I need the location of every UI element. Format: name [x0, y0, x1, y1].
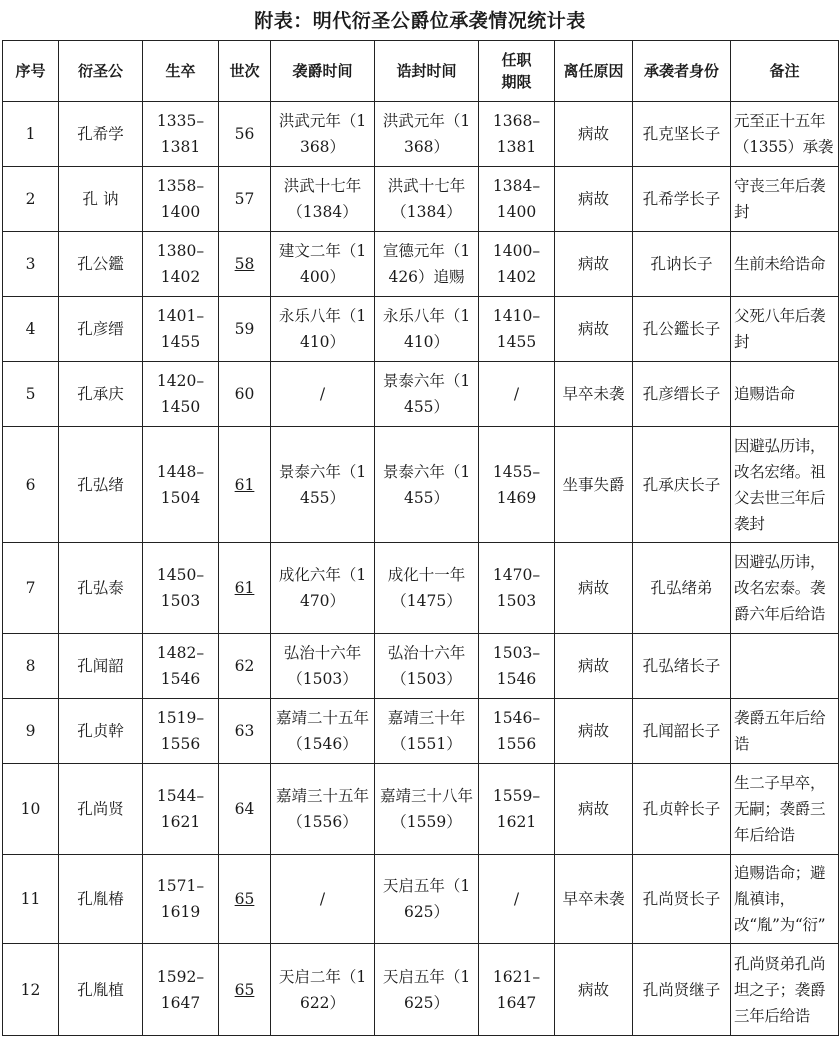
cell-gen: [219, 944, 271, 1036]
table-row: [3, 634, 839, 699]
cell-life: [143, 855, 219, 944]
cell-note: 追赐诰命: [731, 362, 839, 427]
header-name: 衍圣公: [59, 41, 143, 102]
cell-term-text: 1470–1503: [492, 566, 541, 610]
cell-term-text: 1410–1455: [492, 307, 541, 351]
cell-identity: 孔贞幹长子: [633, 764, 731, 855]
cell-decree-text: 天启五年（1625）: [382, 967, 471, 1012]
cell-name: 孔 讷: [59, 167, 143, 232]
cell-identity: 孔公鑑长子: [633, 297, 731, 362]
cell-reason: 早卒未袭: [555, 362, 633, 427]
cell-note: 袭爵五年后给诰: [731, 699, 839, 764]
cell-decree: [375, 855, 479, 944]
cell-decree-text: 宣德元年（1426）追赐: [382, 242, 471, 286]
cell-term-text: 1400–1402: [492, 242, 541, 286]
cell-identity: 孔承庆长子: [633, 427, 731, 543]
cell-life-text: 1420–1450: [156, 372, 205, 416]
cell-gen: [219, 543, 271, 634]
table-body: [3, 102, 839, 1036]
cell-gen: [219, 362, 271, 427]
cell-seq: 12: [3, 944, 59, 1036]
cell-decree-text: 景泰六年（1455）: [382, 372, 471, 416]
table-row: [3, 427, 839, 543]
cell-name: 孔希学: [59, 102, 143, 167]
generation-number: 60: [234, 385, 255, 403]
cell-life: [143, 944, 219, 1036]
cell-term: [479, 232, 555, 297]
cell-life-text: 1482–1546: [156, 644, 205, 688]
header-identity: 承袭者身份: [633, 41, 731, 102]
cell-decree-text: 弘治十六年（1503）: [387, 644, 466, 688]
cell-life: [143, 699, 219, 764]
generation-number: 58: [234, 255, 255, 273]
cell-identity: 孔弘绪弟: [633, 543, 731, 634]
cell-inherit: [271, 362, 375, 427]
cell-note: 父死八年后袭封: [731, 297, 839, 362]
table-row: [3, 764, 839, 855]
cell-life-text: 1592–1647: [156, 967, 205, 1012]
cell-term-text: 1546–1556: [492, 709, 541, 753]
cell-seq: 11: [3, 855, 59, 944]
generation-number: 61: [234, 475, 255, 494]
cell-reason: 病故: [555, 699, 633, 764]
cell-seq: 5: [3, 362, 59, 427]
cell-gen: [219, 232, 271, 297]
cell-identity: 孔讷长子: [633, 232, 731, 297]
cell-inherit-text: 洪武元年（1368）: [278, 112, 367, 156]
cell-name: 孔彦缙: [59, 297, 143, 362]
cell-seq: 8: [3, 634, 59, 699]
succession-table: [2, 40, 839, 1036]
cell-decree: [375, 764, 479, 855]
cell-life-text: 1335–1381: [156, 112, 205, 156]
cell-life: [143, 362, 219, 427]
cell-inherit-text: 永乐八年（1410）: [278, 307, 367, 351]
header-seq: 序号: [3, 41, 59, 102]
cell-name: 孔胤椿: [59, 855, 143, 944]
cell-name: 孔弘绪: [59, 427, 143, 543]
cell-seq: 3: [3, 232, 59, 297]
table-row: [3, 232, 839, 297]
cell-term: [479, 543, 555, 634]
cell-note: 孔尚贤弟孔尚坦之子；袭爵三年后给诰: [731, 944, 839, 1036]
cell-term-text: 1368–1381: [492, 112, 541, 156]
cell-inherit-text: 嘉靖三十五年（1556）: [275, 787, 369, 831]
cell-name: 孔胤植: [59, 944, 143, 1036]
cell-inherit: [271, 944, 375, 1036]
cell-life-text: 1358–1400: [156, 177, 205, 221]
cell-gen: [219, 297, 271, 362]
cell-decree: [375, 362, 479, 427]
cell-seq: 1: [3, 102, 59, 167]
cell-seq: 10: [3, 764, 59, 855]
header-inherit: 袭爵时间: [271, 41, 375, 102]
cell-inherit: [271, 232, 375, 297]
cell-decree: [375, 944, 479, 1036]
cell-reason: 病故: [555, 543, 633, 634]
cell-decree: [375, 167, 479, 232]
cell-life-text: 1380–1402: [156, 242, 205, 286]
cell-decree-text: 景泰六年（1455）: [382, 462, 471, 507]
cell-name: 孔承庆: [59, 362, 143, 427]
cell-decree-text: 永乐八年（1410）: [382, 307, 471, 351]
cell-life-text: 1448–1504: [156, 462, 205, 507]
cell-note: 因避弘历讳，改名宏绪。祖父去世三年后袭封: [731, 427, 839, 543]
cell-reason: 病故: [555, 297, 633, 362]
cell-inherit: [271, 699, 375, 764]
cell-name: 孔弘泰: [59, 543, 143, 634]
cell-identity: 孔尚贤继子: [633, 944, 731, 1036]
table-row: [3, 543, 839, 634]
cell-note: 因避弘历讳，改名宏泰。袭爵六年后给诰: [731, 543, 839, 634]
cell-term: [479, 634, 555, 699]
table-row: [3, 699, 839, 764]
cell-decree: [375, 634, 479, 699]
generation-number: 65: [234, 980, 255, 999]
table-row: [3, 362, 839, 427]
cell-decree-text: 成化十一年（1475）: [387, 566, 466, 610]
cell-term-text: /: [513, 890, 520, 908]
cell-gen: [219, 102, 271, 167]
generation-number: 57: [234, 190, 255, 208]
cell-term: [479, 102, 555, 167]
cell-seq: 9: [3, 699, 59, 764]
cell-note: 追赐诰命；避胤禛讳，改“胤”为“衍”: [731, 855, 839, 944]
cell-term-text: 1621–1647: [492, 967, 541, 1012]
cell-inherit-text: /: [319, 385, 326, 403]
table-title: 附表：明代衍圣公爵位承袭情况统计表: [254, 10, 586, 32]
cell-inherit-text: 成化六年（1470）: [278, 566, 367, 610]
cell-note: 生二子早卒，无嗣；袭爵三年后给诰: [731, 764, 839, 855]
header-term: [479, 41, 555, 102]
header-note: 备注: [731, 41, 839, 102]
cell-inherit-text: 景泰六年（1455）: [278, 462, 367, 507]
cell-term-text: 1384–1400: [492, 177, 541, 221]
cell-reason: 病故: [555, 167, 633, 232]
cell-term-text: 1455–1469: [492, 462, 541, 507]
cell-gen: [219, 634, 271, 699]
header-decree: 诰封时间: [375, 41, 479, 102]
header-term-text: 任职期限: [501, 51, 532, 91]
cell-note: 守丧三年后袭封: [731, 167, 839, 232]
cell-decree-text: 嘉靖三十八年（1559）: [379, 787, 473, 831]
cell-gen: [219, 764, 271, 855]
cell-life: [143, 167, 219, 232]
cell-inherit-text: 建文二年（1400）: [278, 242, 367, 286]
cell-gen: [219, 167, 271, 232]
cell-term-text: /: [513, 385, 520, 403]
cell-gen: [219, 427, 271, 543]
cell-term: [479, 297, 555, 362]
cell-decree-text: 洪武元年（1368）: [382, 112, 471, 156]
cell-term: [479, 699, 555, 764]
generation-number: 62: [234, 657, 255, 675]
table-row: [3, 297, 839, 362]
generation-number: 63: [234, 722, 255, 740]
cell-identity: 孔闻韶长子: [633, 699, 731, 764]
cell-inherit: [271, 855, 375, 944]
cell-reason: 病故: [555, 102, 633, 167]
cell-seq: 7: [3, 543, 59, 634]
header-reason: 离任原因: [555, 41, 633, 102]
cell-identity: 孔尚贤长子: [633, 855, 731, 944]
cell-life: [143, 764, 219, 855]
cell-term: [479, 944, 555, 1036]
generation-number: 65: [234, 890, 255, 908]
cell-inherit: [271, 102, 375, 167]
cell-reason: 坐事失爵: [555, 427, 633, 543]
cell-inherit-text: 嘉靖二十五年（1546）: [275, 709, 369, 753]
table-row: [3, 944, 839, 1036]
cell-term: [479, 362, 555, 427]
cell-term: [479, 855, 555, 944]
cell-inherit-text: 天启二年（1622）: [278, 967, 367, 1012]
table-row: [3, 167, 839, 232]
cell-identity: 孔彦缙长子: [633, 362, 731, 427]
table-row: [3, 855, 839, 944]
cell-life: [143, 297, 219, 362]
cell-inherit: [271, 427, 375, 543]
generation-number: 61: [234, 579, 255, 597]
table-row: [3, 102, 839, 167]
cell-seq: 4: [3, 297, 59, 362]
cell-decree-text: 洪武十七年（1384）: [387, 177, 466, 221]
cell-reason: 病故: [555, 944, 633, 1036]
cell-term-text: 1559–1621: [492, 787, 541, 831]
cell-reason: 病故: [555, 764, 633, 855]
cell-name: 孔闻韶: [59, 634, 143, 699]
cell-inherit: [271, 634, 375, 699]
cell-decree-text: 嘉靖三十年（1551）: [387, 709, 466, 753]
cell-decree: [375, 427, 479, 543]
cell-life: [143, 232, 219, 297]
cell-inherit-text: 弘治十六年（1503）: [283, 644, 362, 688]
generation-number: 59: [234, 320, 255, 338]
cell-term: [479, 167, 555, 232]
header-gen: 世次: [219, 41, 271, 102]
cell-life-text: 1544–1621: [156, 787, 205, 831]
cell-life-text: 1401–1455: [156, 307, 205, 351]
cell-gen: [219, 699, 271, 764]
cell-seq: 2: [3, 167, 59, 232]
cell-life: [143, 427, 219, 543]
cell-inherit-text: /: [319, 890, 326, 908]
cell-decree-text: 天启五年（1625）: [382, 877, 471, 921]
cell-inherit-text: 洪武十七年（1384）: [283, 177, 362, 221]
cell-name: 孔尚贤: [59, 764, 143, 855]
cell-term: [479, 427, 555, 543]
cell-name: 孔贞幹: [59, 699, 143, 764]
cell-reason: 病故: [555, 634, 633, 699]
cell-decree: [375, 297, 479, 362]
cell-life-text: 1450–1503: [156, 566, 205, 610]
cell-life: [143, 543, 219, 634]
cell-note: 生前未给诰命: [731, 232, 839, 297]
cell-inherit: [271, 297, 375, 362]
cell-reason: 早卒未袭: [555, 855, 633, 944]
generation-number: 56: [234, 125, 255, 143]
cell-life: [143, 634, 219, 699]
cell-seq: 6: [3, 427, 59, 543]
cell-inherit: [271, 764, 375, 855]
cell-reason: 病故: [555, 232, 633, 297]
header-row: [3, 41, 839, 102]
cell-inherit: [271, 167, 375, 232]
cell-term: [479, 764, 555, 855]
cell-life-text: 1571–1619: [156, 877, 205, 921]
generation-number: 64: [234, 800, 255, 818]
cell-life: [143, 102, 219, 167]
cell-decree: [375, 102, 479, 167]
cell-name: 孔公鑑: [59, 232, 143, 297]
cell-identity: 孔弘绪长子: [633, 634, 731, 699]
cell-note: 元至正十五年（1355）承袭: [731, 102, 839, 167]
cell-life-text: 1519–1556: [156, 709, 205, 753]
cell-gen: [219, 855, 271, 944]
cell-note: [731, 634, 839, 699]
cell-identity: 孔克坚长子: [633, 102, 731, 167]
cell-decree: [375, 232, 479, 297]
header-life: 生卒: [143, 41, 219, 102]
cell-decree: [375, 543, 479, 634]
cell-term-text: 1503–1546: [492, 644, 541, 688]
cell-inherit: [271, 543, 375, 634]
cell-identity: 孔希学长子: [633, 167, 731, 232]
cell-decree: [375, 699, 479, 764]
